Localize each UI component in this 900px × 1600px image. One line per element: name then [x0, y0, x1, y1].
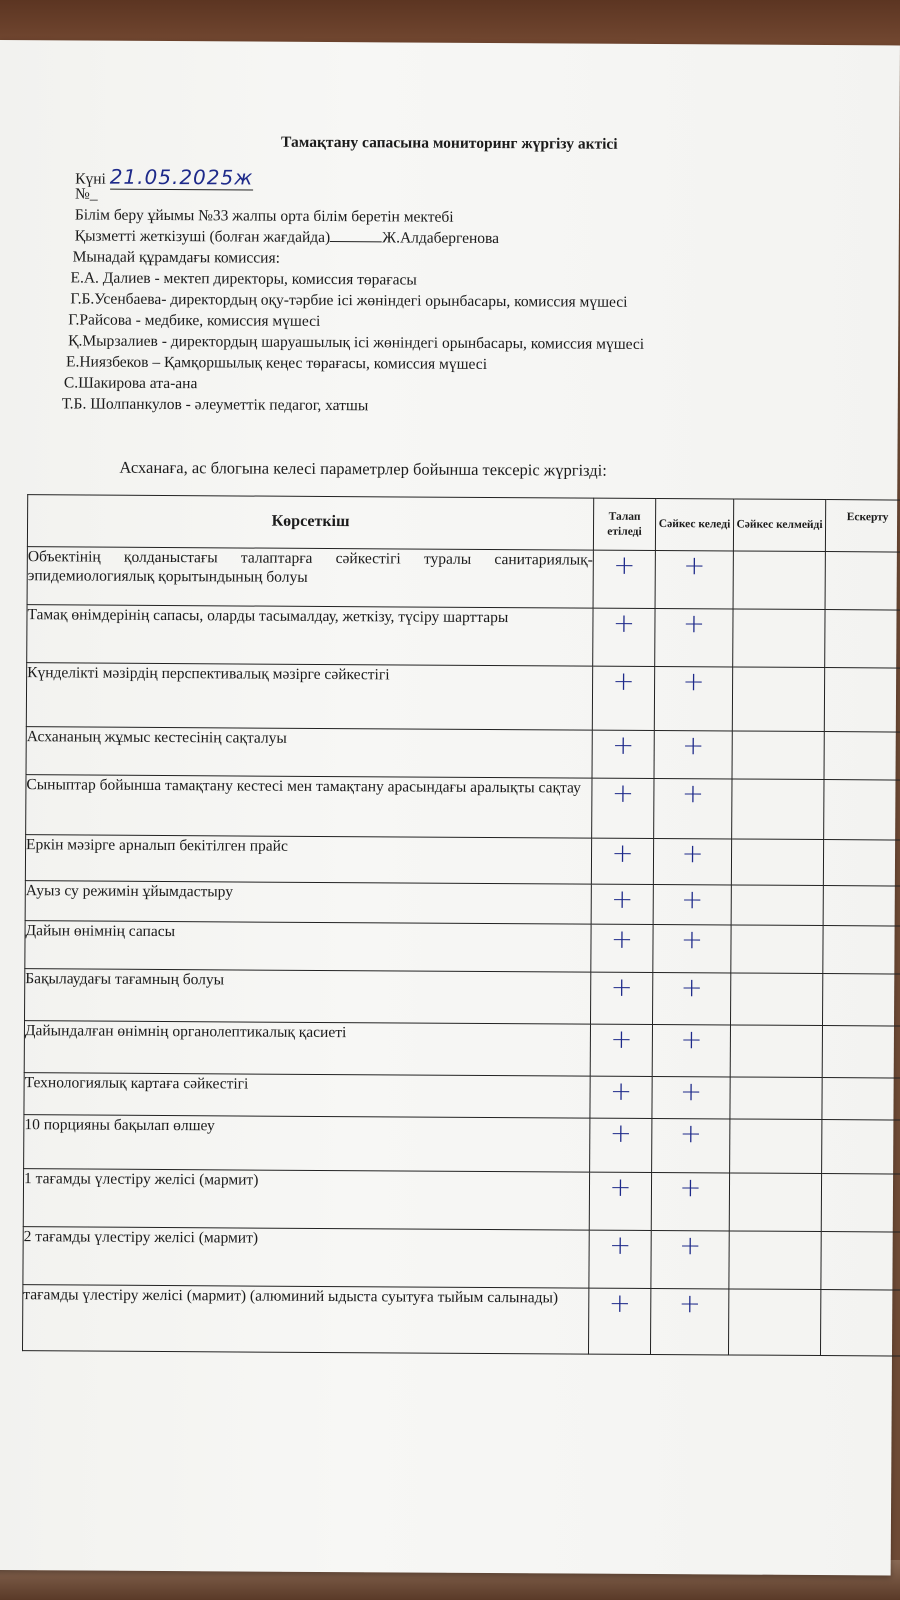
not-complies-cell	[732, 779, 824, 840]
table-row	[27, 547, 900, 610]
date-label: Күні	[75, 170, 106, 188]
complies-cell: +	[652, 1119, 730, 1173]
date-line	[75, 164, 253, 190]
not-complies-cell	[730, 973, 822, 1026]
note-cell	[822, 1120, 900, 1175]
note-cell	[824, 668, 900, 733]
table-row	[24, 1073, 900, 1120]
complies-cell: +	[653, 885, 731, 925]
note-cell	[820, 1290, 900, 1357]
table-row	[27, 605, 900, 668]
commission-member: Г.Райсова - медбике, комиссия мүшесі	[68, 311, 321, 330]
table-row	[23, 1227, 900, 1290]
indicator-cell: Ауыз су режимін ұйымдастыру	[25, 881, 591, 924]
commission-member: Қ.Мырзалиев - директордың шаруашылық ісі жөніндегі орынбасары, комиссия мүшесі	[68, 332, 645, 353]
complies-cell: +	[653, 839, 731, 885]
indicator-cell: Сыныптар бойынша тамақтану кестесі мен тамақтану арасындағы аралықты сақтау	[26, 775, 592, 838]
table-row	[24, 1021, 900, 1078]
required-cell: +	[590, 972, 652, 1024]
complies-cell: +	[655, 609, 733, 667]
note-cell	[823, 840, 900, 887]
note-cell	[822, 1078, 900, 1121]
required-cell: +	[592, 730, 654, 778]
not-complies-cell	[731, 885, 823, 926]
note-cell	[821, 1174, 900, 1233]
complies-cell: +	[654, 731, 732, 779]
indicator-cell: Бақылаудағы тағамның болуы	[25, 969, 591, 1024]
table-row	[25, 835, 900, 886]
note-cell	[823, 886, 900, 927]
required-cell: +	[588, 1288, 650, 1354]
not-complies-cell	[733, 609, 825, 668]
supplier-line	[75, 227, 499, 248]
not-complies-cell	[729, 1173, 821, 1232]
complies-cell: +	[652, 1025, 730, 1077]
note-cell	[825, 610, 900, 669]
not-complies-cell	[728, 1289, 820, 1356]
complies-cell: +	[651, 1231, 729, 1289]
note-cell	[822, 974, 900, 1027]
required-cell: +	[592, 666, 654, 730]
header-not-complies: Сәйкес келмейді	[733, 499, 825, 552]
not-complies-cell	[731, 839, 823, 886]
required-cell: +	[590, 1076, 652, 1118]
indicator-cell: Дайын өнімнің сапасы	[25, 921, 591, 972]
required-cell: +	[590, 1118, 652, 1172]
table-row	[23, 1169, 900, 1232]
commission-member: Г.Б.Усенбаева- директордың оқу-тәрбие ісі жөніндегі орынбасары, комиссия мүшесі	[70, 290, 628, 311]
not-complies-cell	[730, 1077, 822, 1120]
required-cell: +	[591, 884, 653, 924]
number-line: №_	[75, 185, 98, 203]
required-cell: +	[589, 1172, 651, 1230]
table-row	[26, 663, 900, 732]
table-row	[26, 727, 900, 780]
indicator-cell: 10 порцияны бақылап өлшеу	[24, 1115, 590, 1172]
not-complies-cell	[732, 731, 824, 780]
indicator-cell: Күнделікті мәзірдің перспективалық мәзірге сәйкестігі	[26, 663, 592, 730]
not-complies-cell	[730, 1119, 822, 1174]
not-complies-cell	[731, 925, 823, 974]
header-note: Ескерту	[825, 500, 900, 553]
note-cell	[824, 732, 900, 781]
header-required: Талап етіледі	[593, 498, 655, 550]
date-value: 21.05.2025ж	[109, 164, 254, 190]
indicator-cell: Тамақ өнімдерінің сапасы, оларды тасымалдау, жеткізу, түсіру шарттары	[27, 605, 593, 666]
complies-cell: +	[654, 667, 732, 731]
complies-cell: +	[655, 551, 733, 609]
header-complies: Сәйкес келеді	[655, 499, 733, 551]
required-cell: +	[591, 838, 653, 884]
required-cell: +	[589, 1230, 651, 1288]
table-header-row	[27, 495, 900, 552]
indicator-cell: Еркін мәзірге арналып бекітілген прайс	[25, 835, 591, 884]
commission-member: Т.Б. Шолпанкулов - әлеуметтік педагог, хатшы	[61, 395, 369, 415]
required-cell: +	[593, 608, 655, 666]
note-cell	[823, 926, 900, 975]
document-sheet	[0, 40, 900, 1575]
document-title: Тамақтану сапасына мониторинг жүргізу актісі	[281, 133, 618, 153]
note-cell	[824, 780, 900, 841]
indicator-cell: Дайындалған өнімнің органолептикалық қасиеті	[24, 1021, 590, 1076]
table-row	[24, 1115, 900, 1174]
indicator-cell: 2 тағамды үлестіру желісі (мармит)	[23, 1227, 589, 1288]
commission-member: Е.А. Далиев - мектеп директоры, комиссия төрағасы	[70, 269, 417, 289]
required-cell: +	[592, 778, 654, 838]
table-row	[26, 775, 900, 840]
header-indicator: Көрсеткіш	[27, 495, 593, 550]
supplier-label: Қызметті жеткізуші (болған жағдайда)	[74, 227, 331, 247]
indicator-cell: 1 тағамды үлестіру желісі (мармит)	[23, 1169, 589, 1230]
commission-member: Е.Ниязбеков – Қамқоршылық кеңес төрағасы, комиссия мүшесі	[65, 353, 488, 373]
table-row	[25, 921, 900, 974]
not-complies-cell	[733, 551, 825, 610]
commission-member: С.Шакирова ата-ана	[63, 374, 198, 393]
complies-cell: +	[650, 1288, 728, 1354]
complies-cell: +	[653, 925, 731, 973]
indicator-cell: Асхананың жұмыс кестесінің сақталуы	[26, 727, 592, 778]
not-complies-cell	[730, 1025, 822, 1078]
note-cell	[822, 1026, 900, 1079]
note-cell	[821, 1232, 900, 1291]
indicator-cell: Объектінің қолданыстағы талаптарға сәйкестігі туралы санитариялық-эпидемиологиялық қорытындының болуы	[27, 547, 593, 608]
complies-cell: +	[651, 1173, 729, 1231]
not-complies-cell	[729, 1231, 821, 1290]
complies-cell: +	[652, 973, 730, 1025]
organization-line: Білім беру ұйымы №33 жалпы орта білім беретін мектебі	[74, 206, 454, 226]
supplier-blank	[330, 241, 382, 242]
required-cell: +	[591, 924, 653, 972]
required-cell: +	[590, 1024, 652, 1076]
complies-cell: +	[652, 1077, 730, 1119]
table-row	[25, 881, 900, 926]
supplier-value: Ж.Алдабергенова	[382, 229, 500, 248]
complies-cell: +	[654, 779, 732, 839]
indicator-cell: Технологиялық картаға сәйкестігі	[24, 1073, 590, 1118]
check-intro: Асханаға, ас блогына келесі параметрлер бойынша тексеріс жүргізді:	[119, 457, 607, 480]
table-row	[25, 969, 900, 1026]
indicator-cell: тағамды үлестіру желісі (мармит) (алюминий ыдыста суытуға тыйым салынады)	[22, 1285, 588, 1354]
table-row	[22, 1285, 900, 1356]
commission-intro: Мынадай құрамдағы комиссия:	[72, 248, 280, 267]
required-cell: +	[593, 550, 655, 608]
note-cell	[825, 552, 900, 611]
not-complies-cell	[732, 667, 824, 732]
monitoring-table	[22, 494, 900, 1356]
